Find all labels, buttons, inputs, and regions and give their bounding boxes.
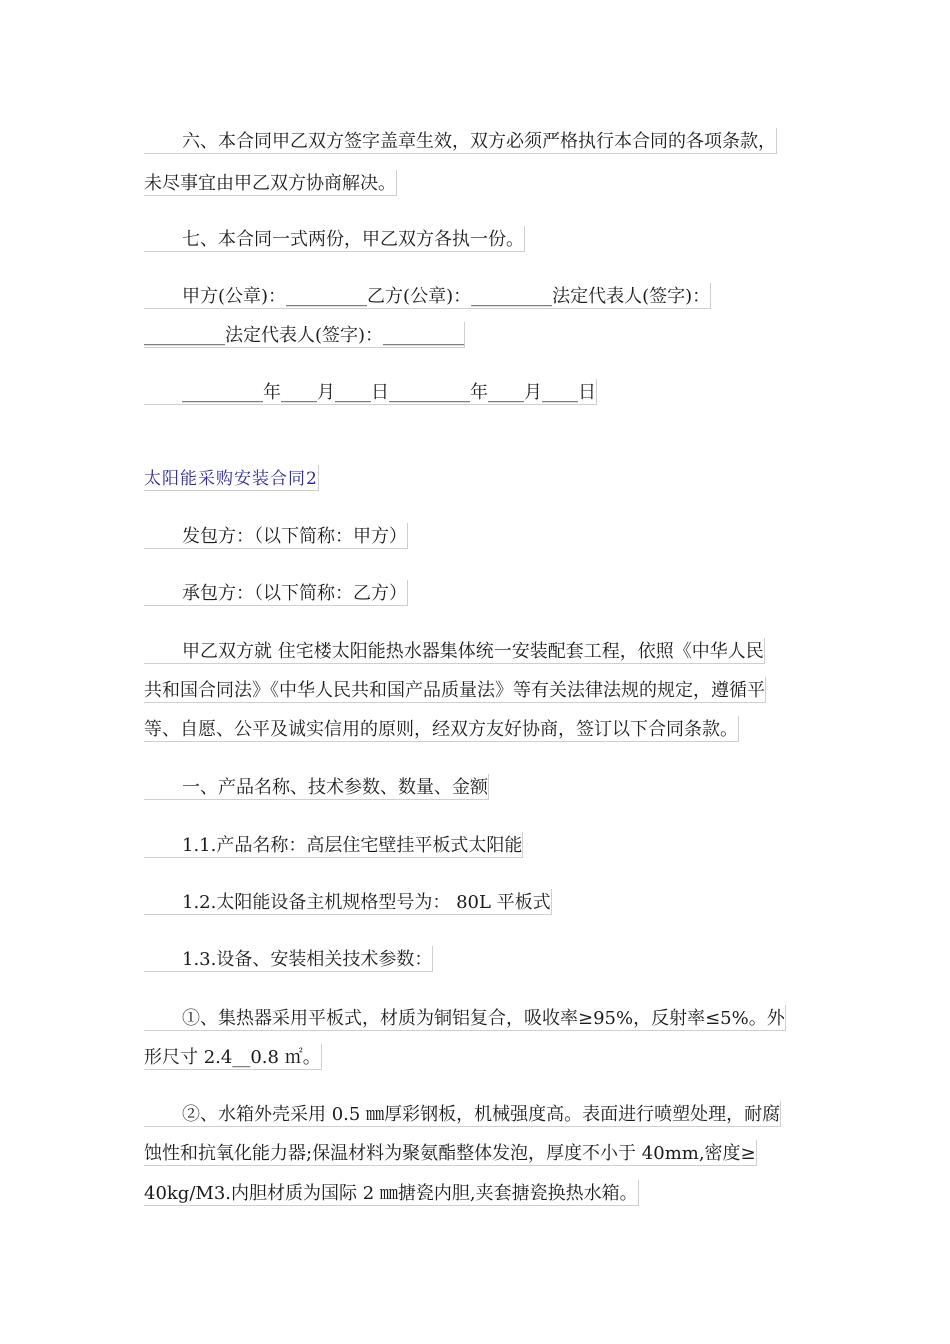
contract-2-title-text: 太阳能采购安装合同2 xyxy=(144,469,318,489)
date-text: _________年____月____日_________年____月____日 xyxy=(182,382,596,403)
signature-text-2: _________法定代表人(签字)：_________ xyxy=(144,325,465,346)
param-2-line-3 xyxy=(144,1180,639,1206)
param-1-line-2 xyxy=(144,1044,322,1070)
item-1-3-line xyxy=(144,946,433,972)
party-a-line xyxy=(144,523,408,549)
param-2-line-2 xyxy=(144,1140,757,1166)
signature-line-1 xyxy=(144,283,711,309)
intro-text-3: 等、自愿、公平及诚实信用的原则，经双方友好协商，签订以下合同条款。 xyxy=(144,719,738,740)
signature-line-2 xyxy=(144,322,465,348)
clause-6-line-1 xyxy=(144,128,777,154)
clause-6-text-1: 六、本合同甲乙双方签字盖章生效，双方必须严格执行本合同的各项条款， xyxy=(182,131,776,152)
item-1-1-line xyxy=(144,832,523,858)
intro-line-1 xyxy=(144,638,765,664)
item-1-3-text: 1.3.设备、安装相关技术参数： xyxy=(182,949,433,970)
intro-text-1: 甲乙双方就 住宅楼太阳能热水器集体统一安装配套工程，依照《中华人民 xyxy=(182,641,764,662)
param-1-text-1: ①、集热器采用平板式，材质为铜铝复合，吸收率≥95%，反射率≤5%。外 xyxy=(182,1008,785,1029)
intro-text-2: 共和国合同法》《中华人民共和国产品质量法》等有关法律法规的规定，遵循平 xyxy=(144,680,765,701)
clause-6-line-2 xyxy=(144,170,397,196)
param-1-text-2: 形尺寸 2.4__0.8 ㎡。 xyxy=(144,1047,321,1068)
item-1-1-text: 1.1.产品名称：高层住宅壁挂平板式太阳能 xyxy=(182,835,523,856)
param-2-text-3: 40kg/M3.内胆材质为国际 2 ㎜搪瓷内胆,夹套搪瓷换热水箱。 xyxy=(144,1183,638,1204)
party-b-line xyxy=(144,580,408,606)
param-1-line-1 xyxy=(144,1005,786,1031)
contract-2-title xyxy=(144,465,319,491)
item-1-2-line xyxy=(144,889,552,915)
date-line xyxy=(144,379,597,405)
param-2-text-1: ②、水箱外壳采用 0.5 ㎜厚彩钢板，机械强度高。表面进行喷塑处理，耐腐 xyxy=(182,1104,781,1125)
clause-7-line xyxy=(144,226,525,252)
item-1-2-text: 1.2.太阳能设备主机规格型号为： 80L 平板式 xyxy=(182,892,551,913)
clause-6-text-2: 未尽事宜由甲乙双方协商解决。 xyxy=(144,173,396,194)
section-1-heading xyxy=(144,774,489,800)
intro-line-3 xyxy=(144,716,739,742)
clause-7-text: 七、本合同一式两份，甲乙双方各执一份。 xyxy=(182,229,524,250)
intro-line-2 xyxy=(144,677,766,703)
party-b-text: 承包方：（以下简称：乙方） xyxy=(182,583,407,604)
signature-text-1: 甲方(公章)：_________乙方(公章)：_________法定代表人(签字)： xyxy=(182,286,711,307)
party-a-text: 发包方：（以下简称：甲方） xyxy=(182,526,407,547)
section-1-text: 一、产品名称、技术参数、数量、金额 xyxy=(182,777,488,798)
param-2-line-1 xyxy=(144,1101,781,1127)
param-2-text-2: 蚀性和抗氧化能力器;保温材料为聚氨酯整体发泡，厚度不小于 40mm,密度≥ xyxy=(144,1143,756,1164)
